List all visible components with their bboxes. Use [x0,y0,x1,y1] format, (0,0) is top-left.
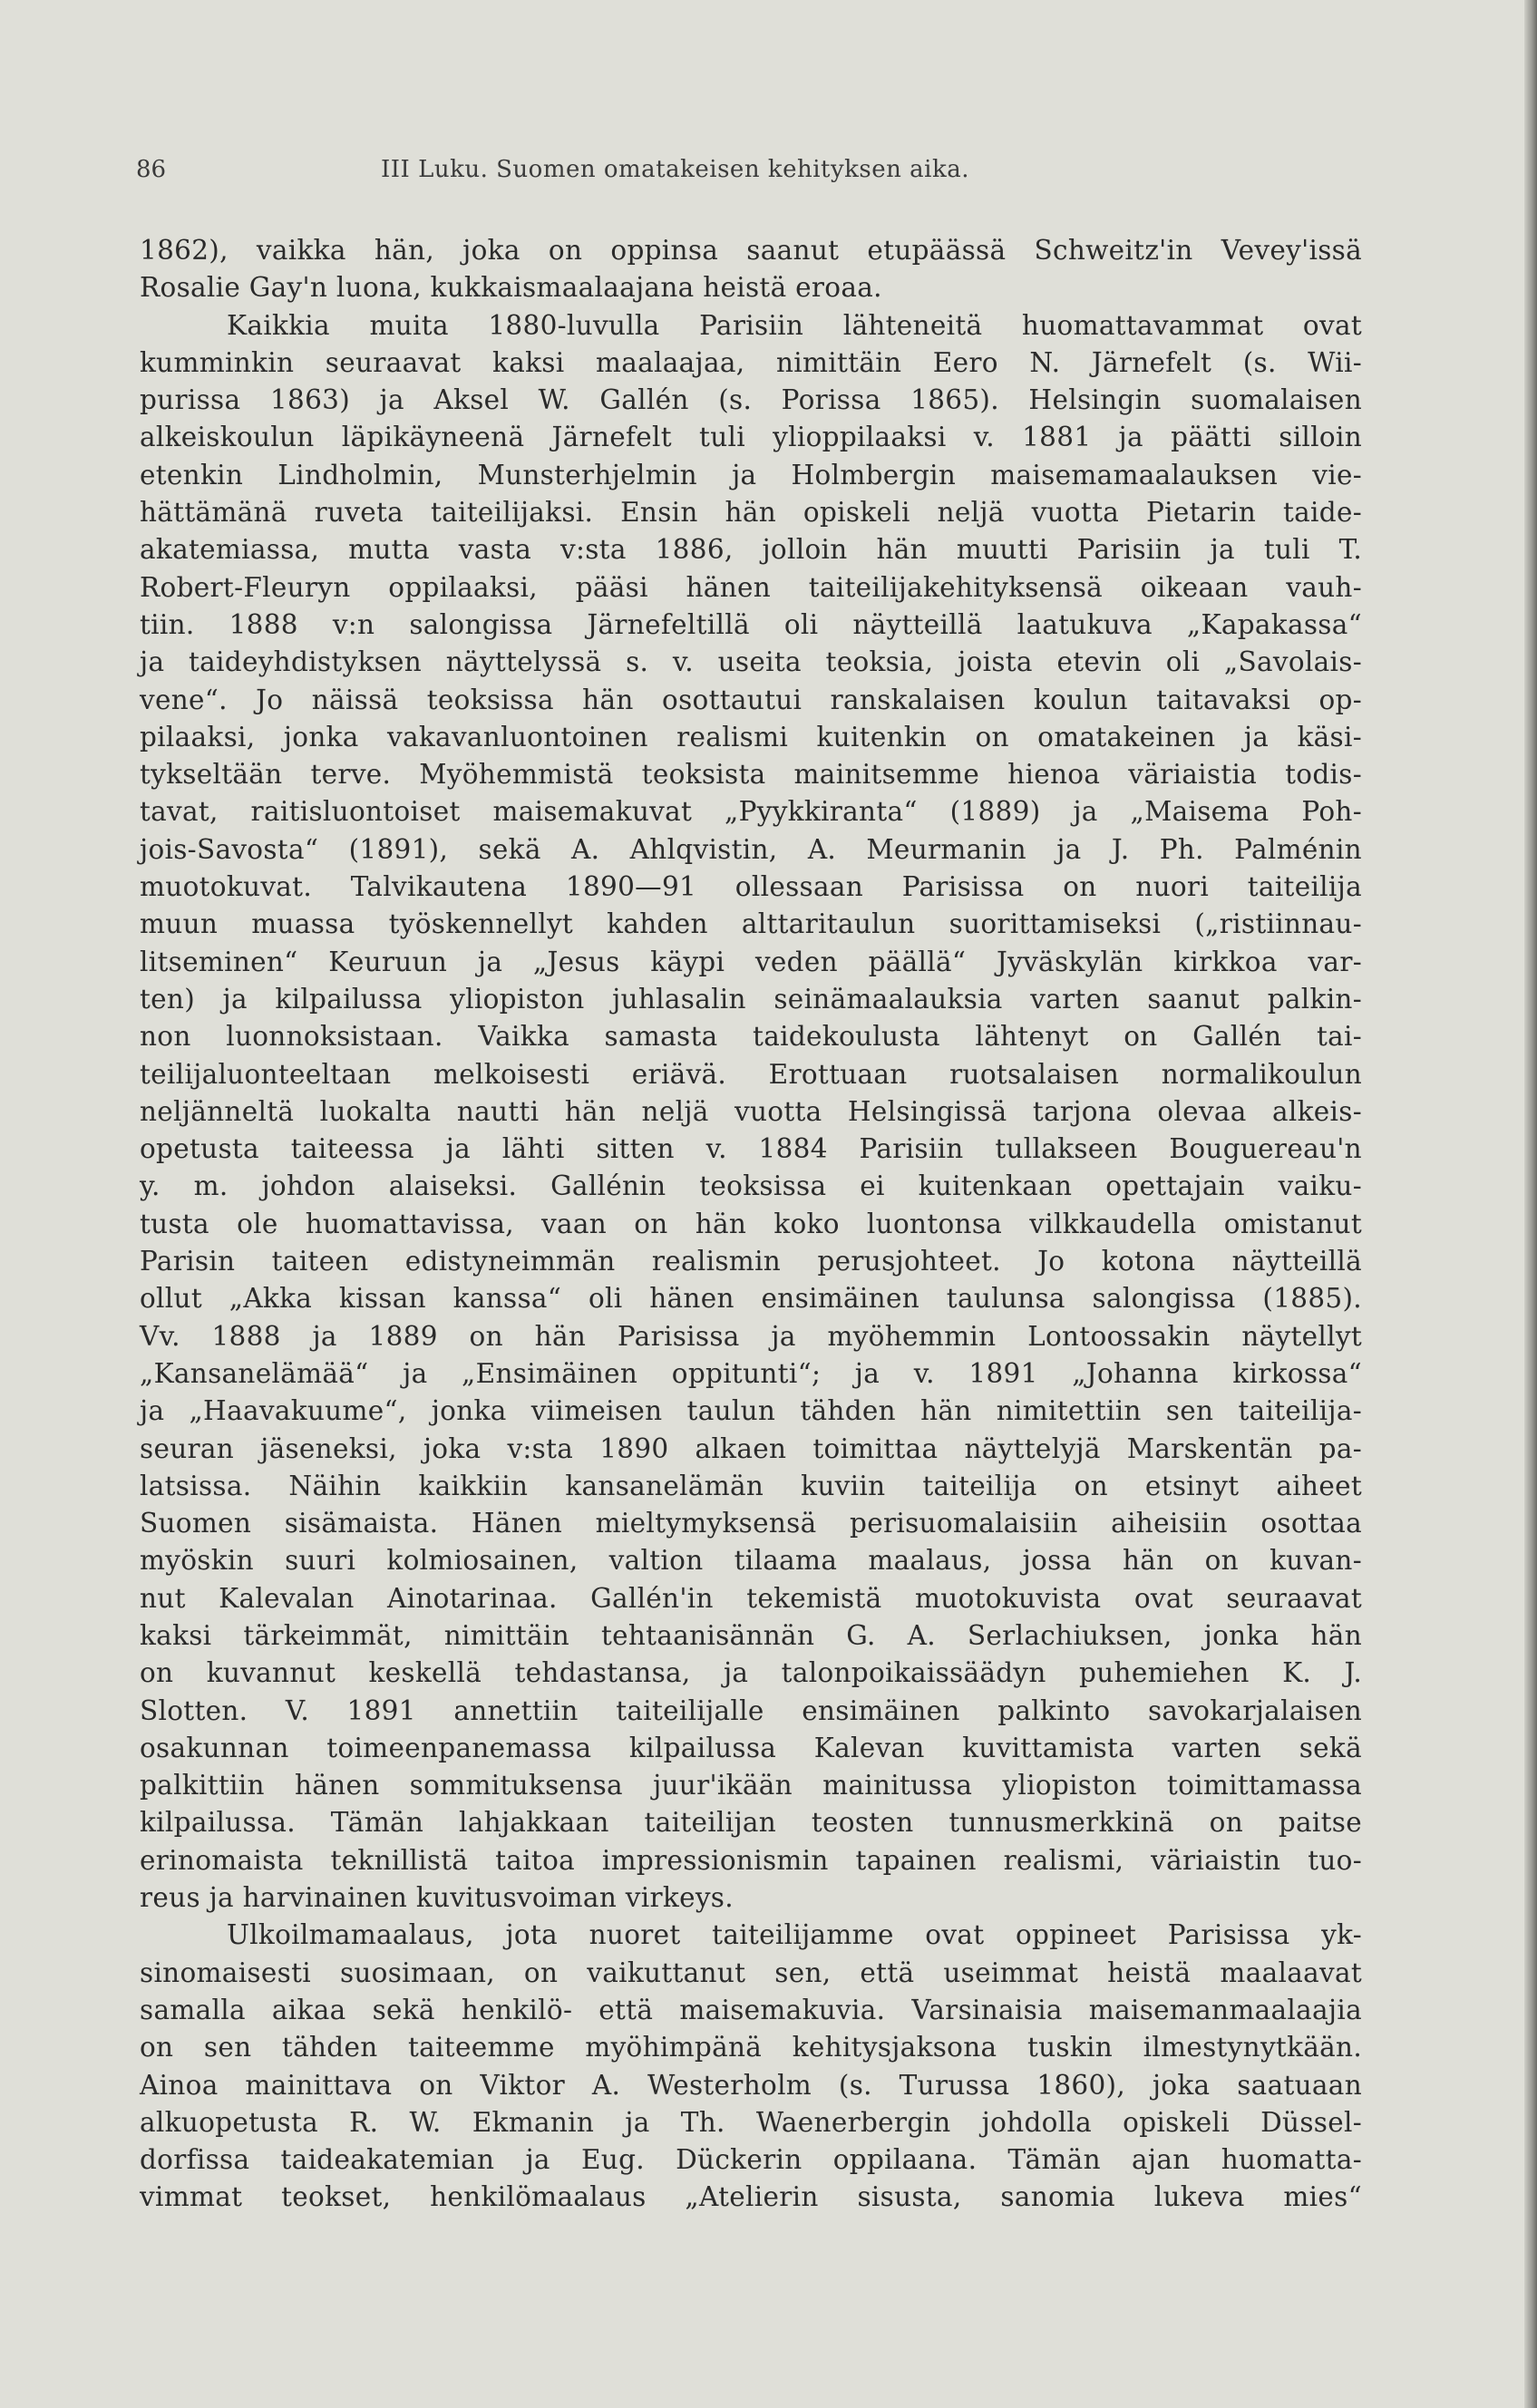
text-line: seuran jäseneksi, joka v:sta 1890 alkaen toimittaa näyttelyjä Marskentän pa- [140,1432,1362,1464]
text-line: Robert-Fleuryn oppilaaksi, pääsi hänen taiteilijakehityksensä oikeaan vauh- [140,571,1362,603]
text-line: jois-Savosta“ (1891), sekä A. Ahlqvistin, A. Meurmanin ja J. Ph. Palménin [140,833,1362,865]
text-line: 1862), vaikka hän, joka on oppinsa saanut etupäässä Schweitz'in Vevey'issä [140,235,1362,266]
text-line: neljänneltä luokalta nautti hän neljä vuotta Helsingissä tarjona olevaa alkeis- [140,1095,1362,1127]
text-line: Kaikkia muita 1880-luvulla Parisiin lähteneitä huomattavammat ovat [227,309,1362,341]
text-line: palkittiin hänen sommituksensa juur'ikään mainitussa yliopiston toimittamassa [140,1770,1362,1801]
text-line: kumminkin seuraavat kaksi maalaajaa, nimittäin Eero N. Järnefelt (s. Wii- [140,346,1362,378]
text-line: kaksi tärkeimmät, nimittäin tehtaanisännän G. A. Serlachiuksen, jonka hän [140,1619,1362,1651]
text-line: „Kansanelämää“ ja „Ensimäinen oppitunti“; ja v. 1891 „Johanna kirkossa“ [140,1357,1362,1389]
text-line: erinomaista teknillistä taitoa impressionismin tapainen realismi, väriaistin tuo- [140,1844,1362,1876]
text-line: kilpailussa. Tämän lahjakkaan taiteilijan teosten tunnusmerkkinä on paitse [140,1807,1362,1839]
text-line: opetusta taiteessa ja lähti sitten v. 1884 Parisiin tullakseen Bouguereau'n [140,1133,1362,1165]
text-line: Slotten. V. 1891 annettiin taiteilijalle ensimäinen palkinto savokarjalaisen [140,1694,1362,1726]
text-line: vene“. Jo näissä teoksissa hän osottautui ranskalaisen koulun taitavaksi op- [140,684,1362,715]
text-line: ja taideyhdistyksen näyttelyssä s. v. useita teoksia, joista etevin oli „Savolais- [140,646,1362,678]
text-line: Parisin taiteen edistyneimmän realismin perusjohteet. Jo kotona näytteillä [140,1246,1362,1277]
text-line: on kuvannut keskellä tehdastansa, ja talonpoikaissäädyn puhemiehen K. J. [140,1657,1362,1689]
page-header [136,156,1360,192]
text-line: dorfissa taideakatemian ja Eug. Dückerin oppilaana. Tämän ajan huomatta- [140,2144,1362,2176]
page-edge-shadow [1524,0,1537,2408]
text-line: tusta ole huomattavissa, vaan on hän koko luontonsa vilkkaudella omistanut [140,1208,1362,1239]
text-line: muun muassa työskennellyt kahden alttaritaulun suorittamiseksi („ristiinnau- [140,908,1362,940]
page-number: 86 [136,156,167,183]
text-line: on sen tähden taiteemme myöhimpänä kehitysjaksona tuskin ilmestynytkään. [140,2032,1362,2063]
text-line: samalla aikaa sekä henkilö- että maisemakuvia. Varsinaisia maisemanmaalaajia [140,1994,1362,2025]
text-line: Ulkoilmamaalaus, jota nuoret taiteilijamme ovat oppineet Parisissa yk- [227,1919,1362,1951]
text-line: tavat, raitisluontoiset maisemakuvat „Pyykkiranta“ (1889) ja „Maisema Poh- [140,796,1362,828]
text-line: nut Kalevalan Ainotarinaa. Gallén'in tekemistä muotokuvista ovat seuraavat [140,1582,1362,1614]
text-line: Ainoa mainittava on Viktor A. Westerholm (s. Turussa 1860), joka saatuaan [140,2069,1362,2101]
text-line: sinomaisesti suosimaan, on vaikuttanut sen, että useimmat heistä maalaavat [140,1956,1362,1988]
text-line: litseminen“ Keuruun ja „Jesus käypi veden päällä“ Jyväskylän kirkkoa var- [140,946,1362,977]
text-line: Rosalie Gay'n luona, kukkaismaalaajana heistä eroaa. [140,272,882,304]
text-line: myöskin suuri kolmiosainen, valtion tilaama maalaus, jossa hän on kuvan- [140,1545,1362,1577]
text-line: y. m. johdon alaiseksi. Gallénin teoksissa ei kuitenkaan opettajain vaiku- [140,1170,1362,1202]
text-line: ten) ja kilpailussa yliopiston juhlasalin seinämaalauksia varten saanut palkin- [140,983,1362,1015]
text-line: Vv. 1888 ja 1889 on hän Parisissa ja myöhemmin Lontoossakin näytellyt [140,1320,1362,1352]
text-line: vimmat teokset, henkilömaalaus „Atelierin sisusta, sanomia lukeva mies“ [140,2181,1362,2213]
text-line: tiin. 1888 v:n salongissa Järnefeltillä oli näytteillä laatukuva „Kapakassa“ [140,608,1362,640]
text-line: osakunnan toimeenpanemassa kilpailussa Kalevan kuvittamista varten sekä [140,1732,1362,1763]
body-text [140,232,1362,2217]
text-line: latsissa. Näihin kaikkiin kansanelämän kuviin taiteilija on etsinyt aiheet [140,1470,1362,1501]
text-line: muotokuvat. Talvikautena 1890—91 ollessaan Parisissa on nuori taiteilija [140,871,1362,903]
text-line: hättämänä ruveta taiteilijaksi. Ensin hän opiskeli neljä vuotta Pietarin taide- [140,497,1362,529]
text-line: ollut „Akka kissan kanssa“ oli hänen ensimäinen taulunsa salongissa (1885). [140,1283,1362,1315]
running-head: III Luku. Suomen omatakeisen kehityksen aika. [381,156,970,183]
text-line: alkeiskoulun läpikäyneenä Järnefelt tuli ylioppilaaksi v. 1881 ja päätti silloin [140,422,1362,453]
text-line: purissa 1863) ja Aksel W. Gallén (s. Porissa 1865). Helsingin suomalaisen [140,384,1362,416]
text-line: Suomen sisämaista. Hänen mieltymyksensä perisuomalaisiin aiheisiin osottaa [140,1508,1362,1539]
text-line: teilijaluonteeltaan melkoisesti eriävä. Erottuaan ruotsalaisen normalikoulun [140,1058,1362,1090]
text-line: pilaaksi, jonka vakavanluontoinen realismi kuitenkin on omatakeinen ja käsi- [140,721,1362,752]
text-line: alkuopetusta R. W. Ekmanin ja Th. Waenerbergin johdolla opiskeli Düssel- [140,2106,1362,2138]
text-line: reus ja harvinainen kuvitusvoiman virkeys. [140,1882,734,1914]
text-line: akatemiassa, mutta vasta v:sta 1886, jolloin hän muutti Parisiin ja tuli T. [140,534,1362,566]
text-line: ja „Haavakuume“, jonka viimeisen taulun tähden hän nimitettiin sen taiteilija- [140,1395,1362,1427]
text-line: tykseltään terve. Myöhemmistä teoksista mainitsemme hienoa väriaistia todis- [140,759,1362,791]
text-line: etenkin Lindholmin, Munsterhjelmin ja Holmbergin maisemamaalauksen vie- [140,459,1362,490]
text-line: non luonnoksistaan. Vaikka samasta taidekoulusta lähtenyt on Gallén tai- [140,1021,1362,1053]
